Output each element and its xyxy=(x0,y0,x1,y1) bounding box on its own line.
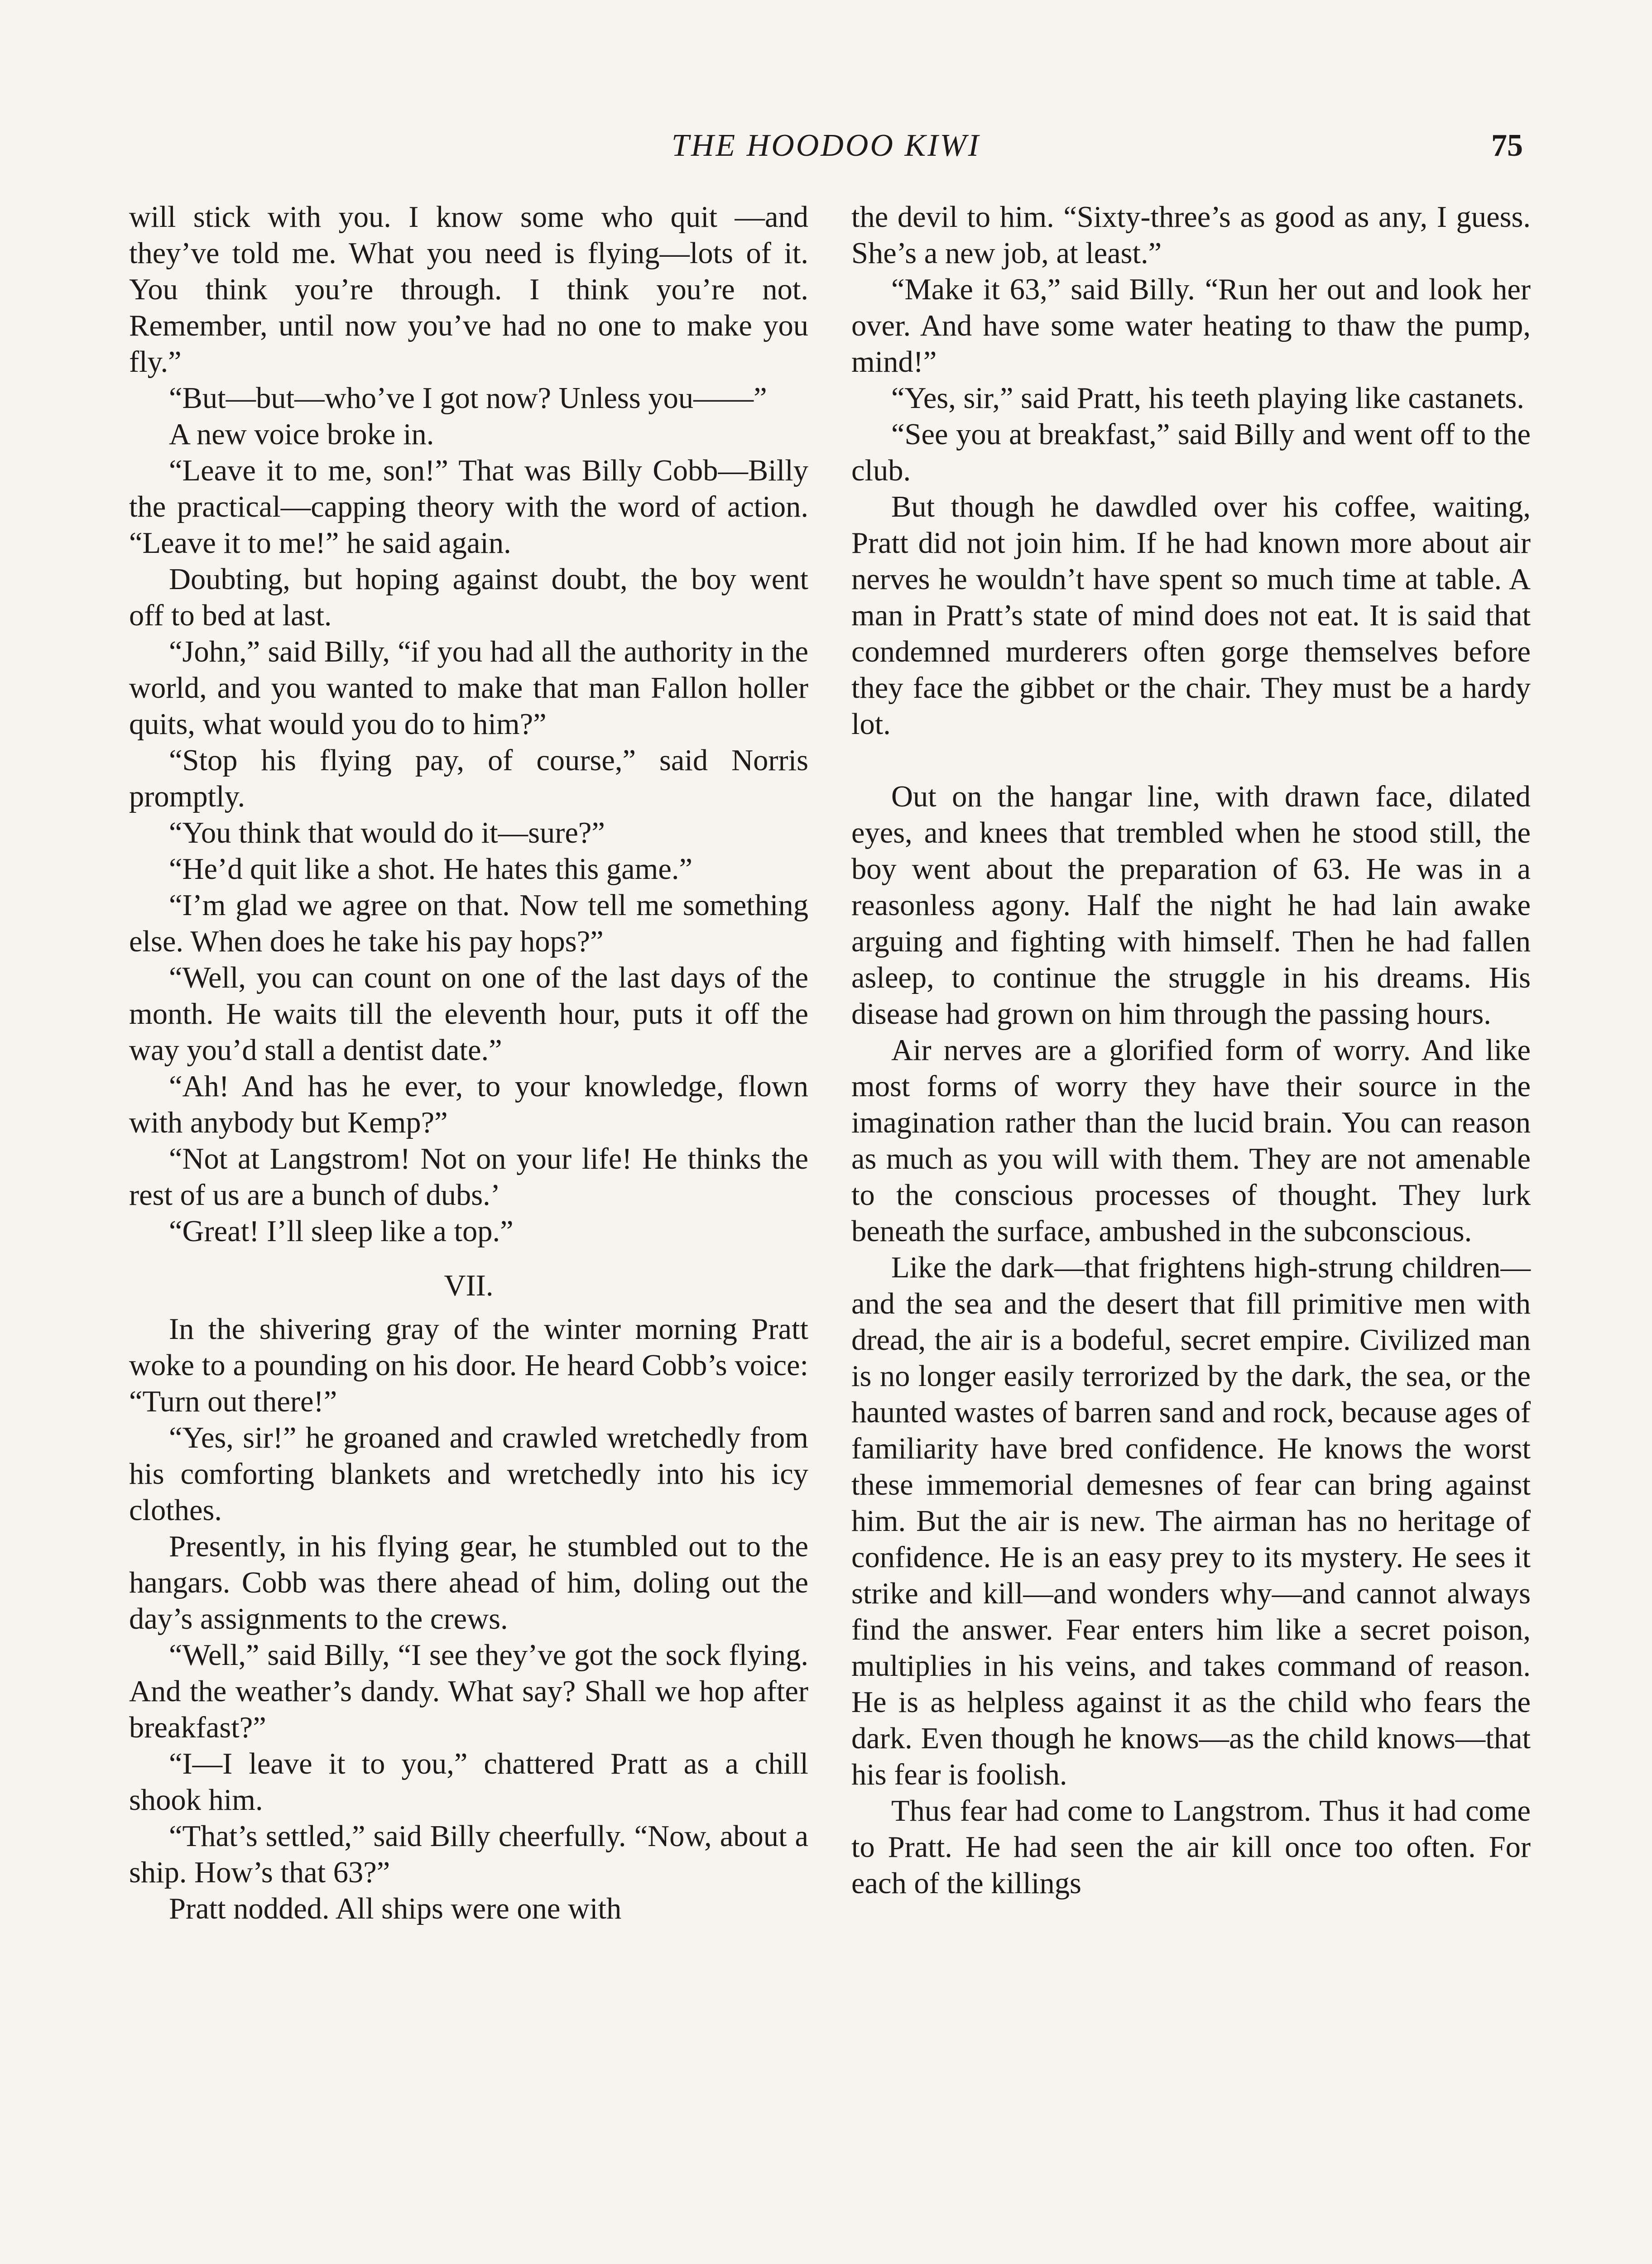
paragraph: “Ah! And has he ever, to your knowledge, flown with anybody but Kemp?” xyxy=(129,1070,808,1139)
running-title: THE HOODOO KIWI xyxy=(671,128,981,163)
running-head xyxy=(0,119,1652,173)
paragraph: Presently, in his flying gear, he stumbled out to the hangars. Cobb was there ahead of him, doling out the day’s assignments to the crews. xyxy=(129,1530,808,1636)
right-column xyxy=(851,199,1531,1902)
paragraph: “He’d quit like a shot. He hates this game.” xyxy=(169,853,693,886)
page-number: 75 xyxy=(1491,128,1523,163)
paragraph: “But—but—who’ve I got now? Unless you——” xyxy=(169,382,767,415)
paragraph: “Well,” said Billy, “I see they’ve got the sock flying. And the weather’s dandy. What say? Shall we hop after breakfast?” xyxy=(129,1639,808,1744)
paragraph: “Well, you can count on one of the last days of the month. He waits till the eleventh hour, puts it off the way you’d stall a dentist date.” xyxy=(129,961,808,1067)
paragraph: In the shivering gray of the winter morning Pratt woke to a pounding on his door. He heard Cobb’s voice: “Turn out there!” xyxy=(129,1313,808,1418)
paragraph: “I’m glad we agree on that. Now tell me something else. When does he take his pay hops?” xyxy=(129,889,808,958)
paragraph: “Yes, sir!” he groaned and crawled wretchedly from his comforting blankets and wretchedly into his icy clothes. xyxy=(129,1421,808,1527)
paragraph: “Make it 63,” said Billy. “Run her out and look her over. And have some water heating to thaw the pump, mind!” xyxy=(851,273,1531,379)
paragraph: “Stop his flying pay, of course,” said Norris promptly. xyxy=(129,744,808,813)
paragraph: will stick with you. I know some who quit —and they’ve told me. What you need is flying—lots of it. You think you’re through. I think you’re not. Remember, until now you’ve had no one to make you fly.” xyxy=(129,201,808,379)
paragraph: Air nerves are a glorified form of worry. And like most forms of worry they have their source in the imagination rather than the lucid brain. You can reason as much as you will with them. They are not amenable to the conscious processes of thought. They lurk beneath the surface, ambushed in the subconscious. xyxy=(851,1034,1531,1248)
paragraph: But though he dawdled over his coffee, waiting, Pratt did not join him. If he had known more about air nerves he wouldn’t have spent so much time at table. A man in Pratt’s state of mind does not eat. It is said that condemned murderers often gorge themselves before they face the gibbet or the chair. They must be a hardy lot. xyxy=(851,490,1531,741)
paragraph: “See you at breakfast,” said Billy and went off to the club. xyxy=(851,418,1531,487)
paragraph: “Yes, sir,” said Pratt, his teeth playing like castanets. xyxy=(891,382,1524,415)
paragraph: Doubting, but hoping against doubt, the boy went off to bed at last. xyxy=(129,563,808,632)
section-heading: VII. xyxy=(444,1269,494,1302)
paragraph: Thus fear had come to Langstrom. Thus it had come to Pratt. He had seen the air kill once too often. For each of the killings xyxy=(851,1794,1531,1900)
paragraph: “Leave it to me, son!” That was Billy Cobb—Billy the practical—capping theory with the word of action. “Leave it to me!” he said again. xyxy=(129,454,808,560)
paragraph: Out on the hangar line, with drawn face, dilated eyes, and knees that trembled when he stood still, the boy went about the preparation of 63. He was in a reasonless agony. Half the night he had lain awake arguing and fighting with himself. Then he had fallen asleep, to continue the struggle in his dreams. His disease had grown on him through the passing hours. xyxy=(851,780,1531,1031)
paragraph: “I—I leave it to you,” chattered Pratt as a chill shook him. xyxy=(129,1747,808,1817)
paragraph: the devil to him. “Sixty-three’s as good as any, I guess. She’s a new job, at least.” xyxy=(851,201,1531,270)
paragraph: “You think that would do it—sure?” xyxy=(169,816,605,849)
paragraph: A new voice broke in. xyxy=(169,418,434,451)
paragraph: “John,” said Billy, “if you had all the authority in the world, and you wanted to make that man Fallon holler quits, what would you do to him?” xyxy=(129,635,808,741)
left-column xyxy=(129,199,808,1927)
paragraph: “That’s settled,” said Billy cheerfully. “Now, about a ship. How’s that 63?” xyxy=(129,1820,808,1889)
paragraph: “Great! I’ll sleep like a top.” xyxy=(169,1215,514,1248)
paragraph: Like the dark—that frightens high-strung children—and the sea and the desert that fill primitive men with dread, the air is a bodeful, secret empire. Civilized man is no longer easily terrorized by the dark, the sea, or the haunted wastes of barren sand and rock, because ages of familiarity have bred confidence. He knows the worst these immemorial demesnes of fear can bring against him. But the air is new. The airman has no heritage of confidence. He is an easy prey to its mystery. He sees it strike and kill—and wonders why—and cannot always find the answer. Fear enters him like a secret poison, multiplies in his veins, and takes command of reason. He is as helpless against it as the child who fears the dark. Even though he knows—as the child knows—that his fear is foolish. xyxy=(851,1251,1531,1791)
paragraph: Pratt nodded. All ships were one with xyxy=(169,1892,622,1925)
paragraph: “Not at Langstrom! Not on your life! He thinks the rest of us are a bunch of dubs.’ xyxy=(129,1142,808,1212)
